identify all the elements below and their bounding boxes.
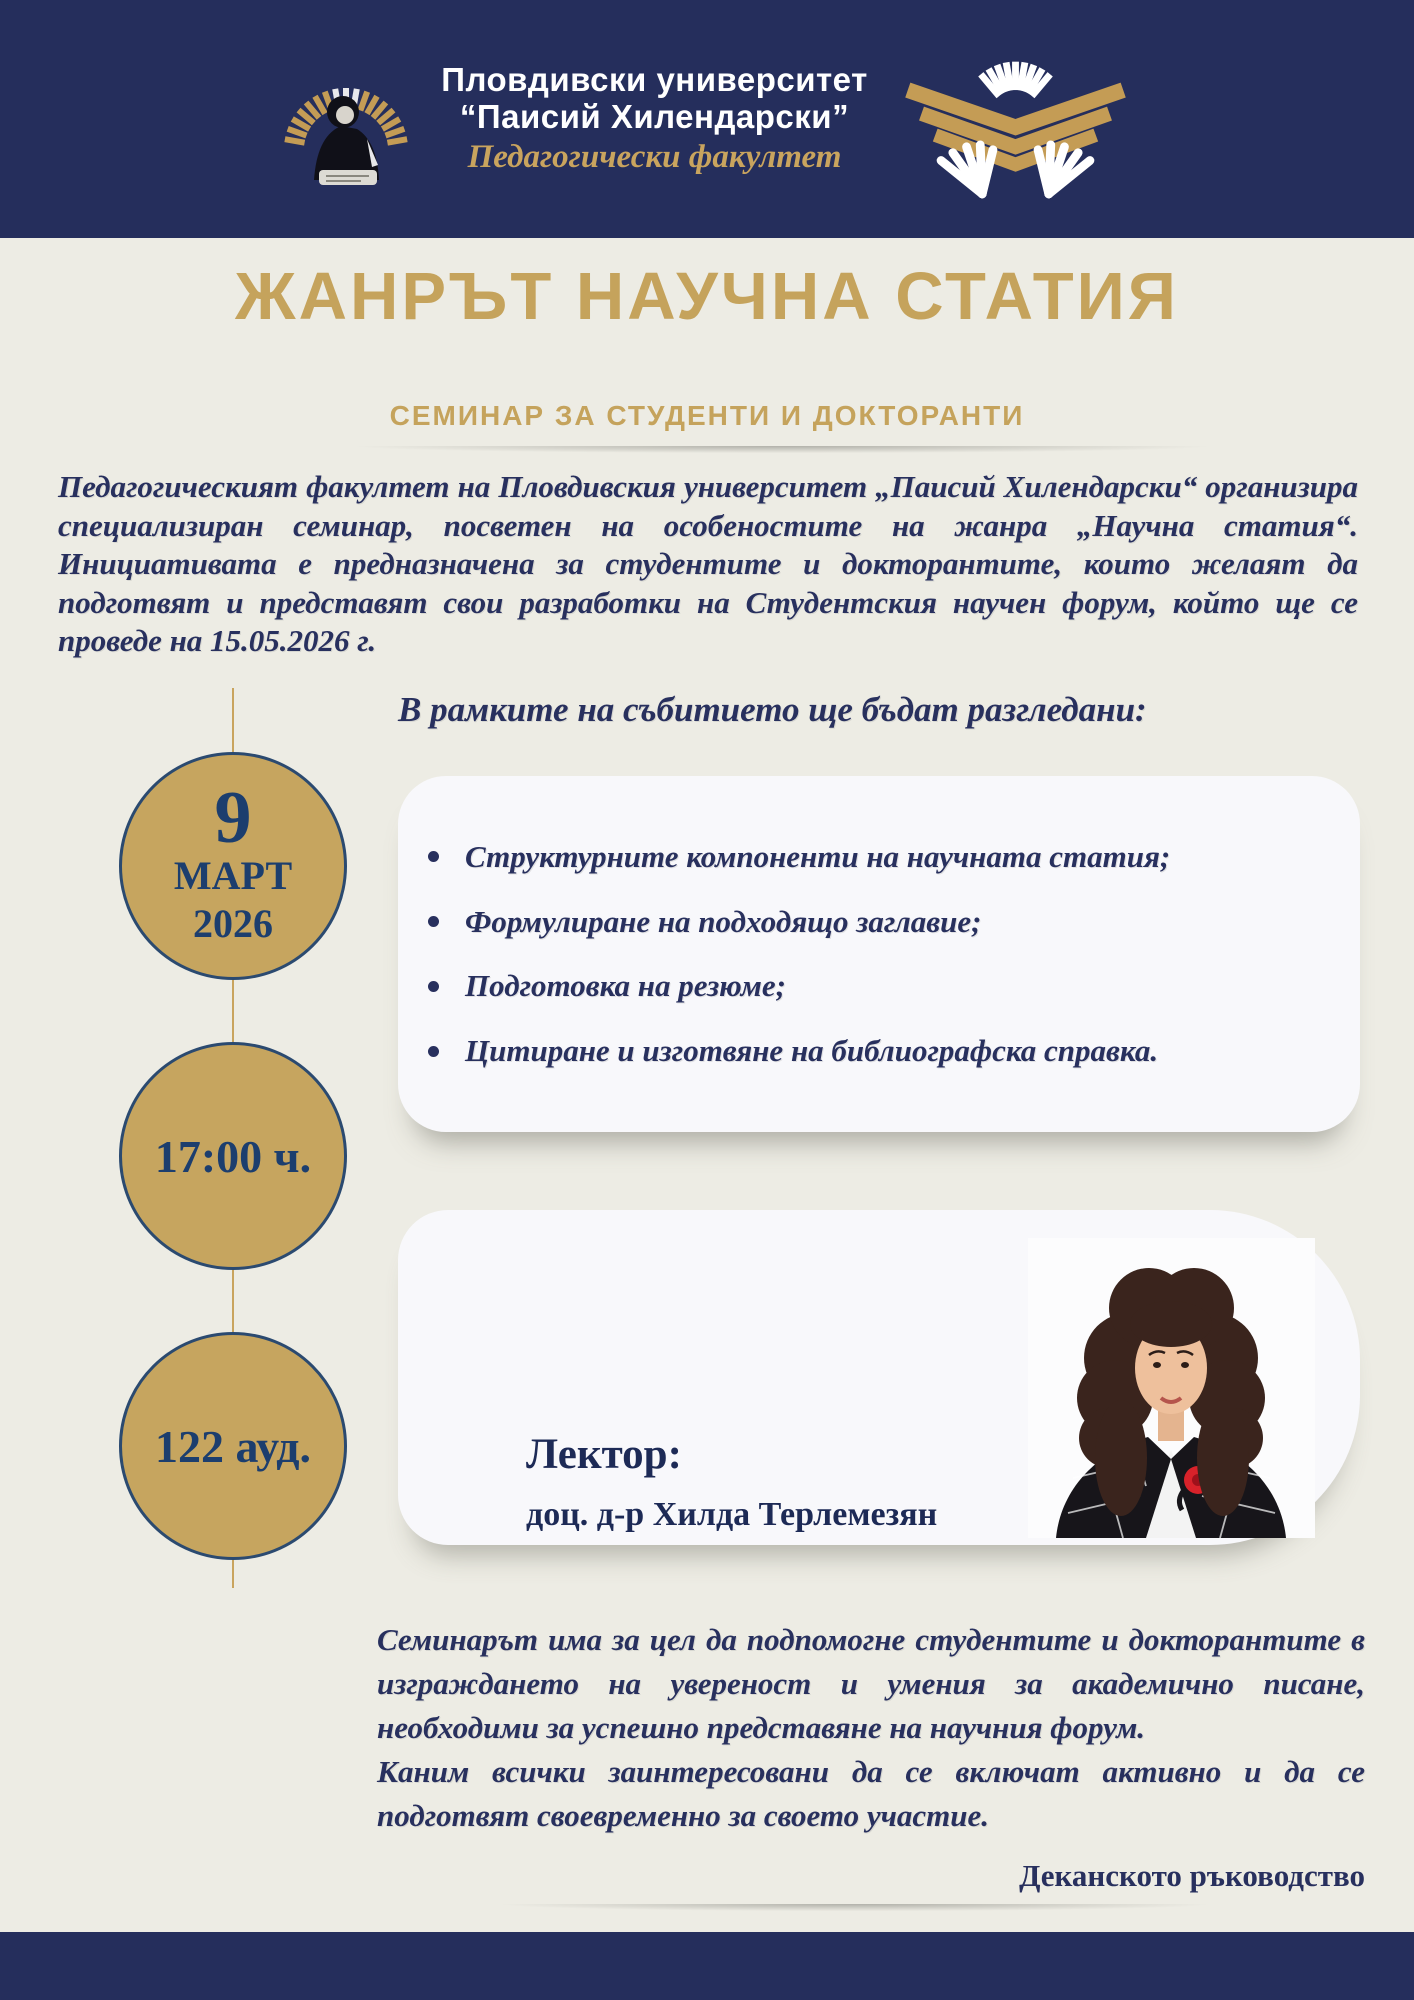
intro-paragraph: Педагогическият факултет на Пловдивския университет „Паисий Хилендарски“ организира специализиран семинар, посветен на особеностите на жанра „Научна статия“. Инициативата е предназначена за студентите и докторантите, които желаят да подготвят и представят свои разработки на Студентския научен форум, който ще се проведе на 15.05.2026 г. <box>58 469 1358 658</box>
agenda-item-text: Структурните компоненти на научната статия; <box>465 838 1171 874</box>
footer-bar <box>0 1932 1414 2000</box>
lecturer-card <box>398 1210 1360 1545</box>
agenda-item <box>428 904 1314 940</box>
bullet-dot-icon <box>428 1046 439 1057</box>
lecturer-name: доц. д-р Хилда Терлемезян <box>526 1496 938 1533</box>
date-month: МАРТ <box>173 853 293 898</box>
agenda-item <box>428 968 1314 1004</box>
agenda-item-text: Формулиране на подходящо заглавие; <box>465 903 982 939</box>
bullet-dot-icon <box>428 981 439 992</box>
room-circle <box>119 1332 347 1560</box>
agenda-item <box>428 839 1314 875</box>
page-subtitle: СЕМИНАР ЗА СТУДЕНТИ И ДОКТОРАНТИ <box>389 400 1025 431</box>
signature: Деканското ръководство <box>1019 1858 1365 1893</box>
agenda-item-text: Цитиране и изготвяне на библиографска справка. <box>465 1033 1159 1069</box>
time-circle <box>119 1042 347 1270</box>
date-day: 9 <box>214 777 252 859</box>
outro-block <box>377 1618 1365 1838</box>
divider-shadow-top <box>185 446 1380 456</box>
room-value: 122 ауд. <box>154 1420 312 1472</box>
university-logo <box>281 38 411 201</box>
bullet-dot-icon <box>428 916 439 927</box>
date-circle <box>119 752 347 980</box>
monk-writing-icon <box>281 38 411 196</box>
agenda-heading: В рамките на събитието ще бъдат разгледани: <box>398 690 1147 729</box>
date-year: 2026 <box>193 901 273 946</box>
header-bar <box>0 0 1414 238</box>
bullet-dot-icon <box>428 851 439 862</box>
header-text-block <box>441 62 868 177</box>
university-name-line1: Пловдивски университет <box>441 60 868 98</box>
university-name-line2: “Паисий Хилендарски” <box>459 97 850 135</box>
page-title: ЖАНРЪТ НАУЧНА СТАТИЯ <box>235 259 1179 334</box>
faculty-logo <box>898 29 1133 209</box>
agenda-item <box>428 1033 1314 1069</box>
open-book-hands-icon <box>898 29 1133 204</box>
lecturer-label: Лектор: <box>526 1431 682 1478</box>
outro-paragraph-1: Семинарът има за цел да подпомогне студентите и докторантите в изграждането на увереност и умения за академично писане, необходими за успешно представяне на научния форум. <box>377 1622 1365 1745</box>
lecturer-photo <box>1028 1238 1315 1538</box>
agenda-item-text: Подготовка на резюме; <box>465 968 786 1004</box>
lecturer-portrait-illustration <box>1028 1238 1315 1538</box>
outro-paragraph-2: Каним всички заинтересовани да се включат активно и да се подготвят своевременно за своето участие. <box>377 1754 1365 1833</box>
divider-shadow-bottom <box>360 1904 1350 1914</box>
faculty-name: Педагогически факултет <box>467 139 842 176</box>
agenda-card <box>398 776 1360 1132</box>
time-value: 17:00 ч. <box>154 1130 312 1182</box>
